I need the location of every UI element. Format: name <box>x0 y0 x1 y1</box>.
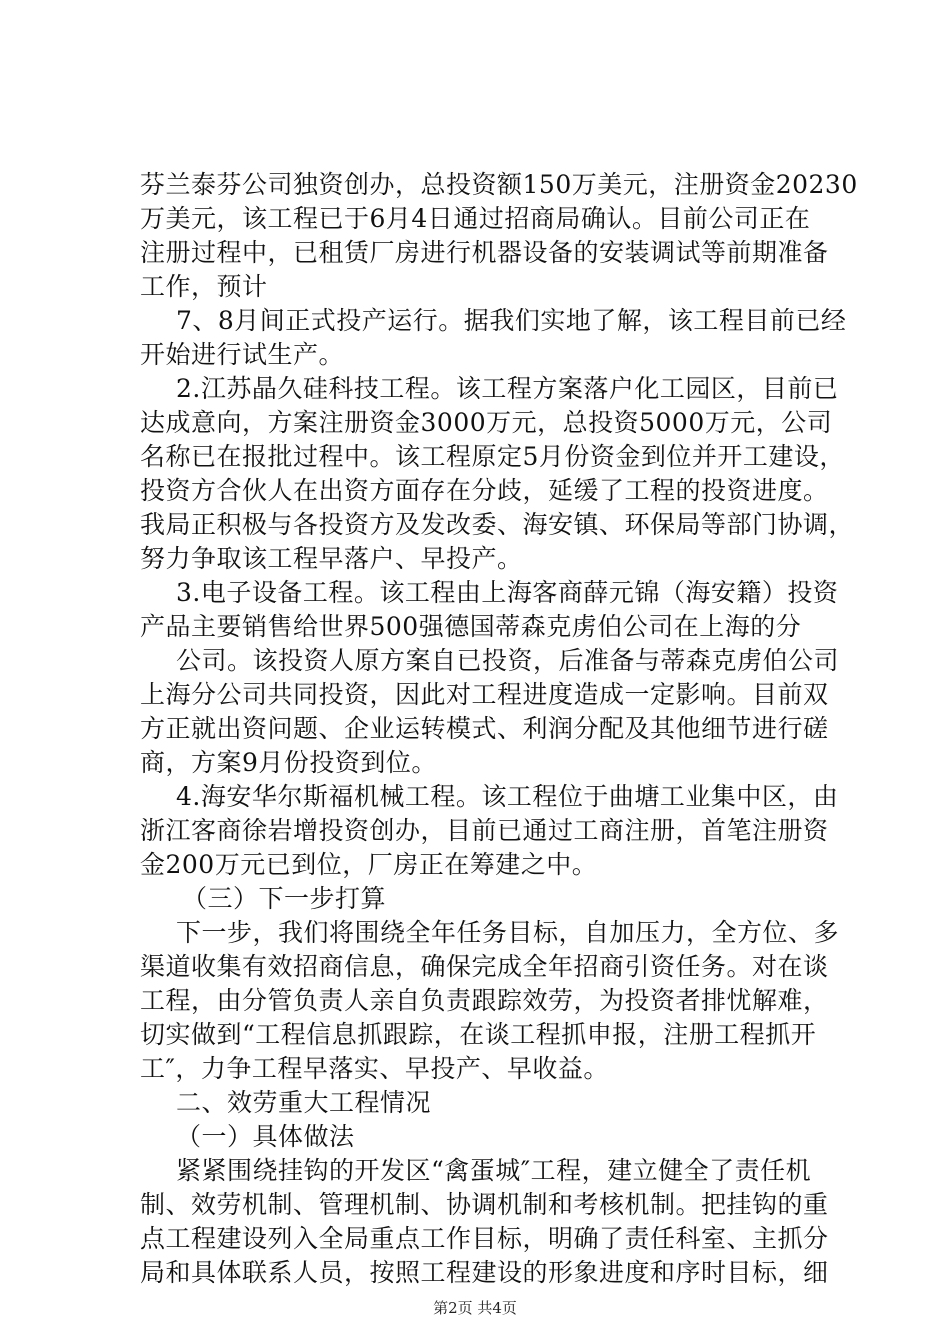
text-line: 我局正积极与各投资方及发改委、海安镇、环保局等部门协调， <box>140 510 855 539</box>
text-line: 方正就出资问题、企业运转模式、利润分配及其他细节进行磋 <box>140 714 829 743</box>
text-line: 点工程建设列入全局重点工作目标，明确了责任科室、主抓分 <box>140 1224 829 1253</box>
text-line: 投资方合伙人在出资方面存在分歧，延缓了工程的投资进度。 <box>140 476 829 505</box>
text-line: 工作，预计 <box>140 272 268 301</box>
text-line: 工程，由分管负责人亲自负责跟踪效劳，为投资者排忧解难， <box>140 986 829 1015</box>
text-line: 公司。该投资人原方案自已投资，后准备与蒂森克虏伯公司 <box>176 646 840 675</box>
text-line: 达成意向，方案注册资金3000万元，总投资5000万元，公司 <box>140 408 833 437</box>
text-line: 4.海安华尔斯福机械工程。该工程位于曲塘工业集中区，由 <box>176 782 839 811</box>
page-number-footer: 第2页 共4页 <box>433 1299 517 1317</box>
text-line: 下一步，我们将围绕全年任务目标，自加压力，全方位、多 <box>176 918 840 947</box>
text-line: 商，方案9月份投资到位。 <box>140 748 437 777</box>
text-line: 芬兰泰芬公司独资创办，总投资额150万美元，注册资金20230 <box>140 170 858 199</box>
text-line: 工″，力争工程早落实、早投产、早收益。 <box>140 1054 609 1083</box>
text-line: 局和具体联系人员，按照工程建设的形象进度和序时目标，细 <box>140 1258 829 1287</box>
text-line: 切实做到“工程信息抓跟踪，在谈工程抓申报，注册工程抓开 <box>140 1020 817 1049</box>
text-line: 万美元，该工程已于6月4日通过招商局确认。目前公司正在 <box>140 204 811 233</box>
text-line: 注册过程中，已租赁厂房进行机器设备的安装调试等前期准备 <box>140 238 829 267</box>
text-line: 制、效劳机制、管理机制、协调机制和考核机制。把挂钩的重 <box>140 1190 829 1219</box>
text-line: 名称已在报批过程中。该工程原定5月份资金到位并开工建设， <box>140 442 845 471</box>
section-heading: （三）下一步打算 <box>182 884 387 913</box>
text-line: 3.电子设备工程。该工程由上海客商薛元锦（海安籍）投资 <box>176 578 839 607</box>
text-line: 产品主要销售给世界500强德国蒂森克虏伯公司在上海的分 <box>140 612 802 641</box>
section-heading: （一）具体做法 <box>176 1122 355 1151</box>
document-body <box>140 168 858 1290</box>
text-line: 2.江苏晶久硅科技工程。该工程方案落户化工园区，目前已 <box>176 374 839 403</box>
text-line: 浙江客商徐岩增投资创办，目前已通过工商注册，首笔注册资 <box>140 816 829 845</box>
text-line: 渠道收集有效招商信息，确保完成全年招商引资任务。对在谈 <box>140 952 829 981</box>
text-line: 开始进行试生产。 <box>140 340 345 369</box>
text-line: 7、8月间正式投产运行。据我们实地了解，该工程目前已经 <box>176 306 847 335</box>
text-line: 上海分公司共同投资，因此对工程进度造成一定影响。目前双 <box>140 680 829 709</box>
section-heading: 二、效劳重大工程情况 <box>176 1088 432 1117</box>
text-line: 金200万元已到位，厂房正在筹建之中。 <box>140 850 598 879</box>
text-line: 努力争取该工程早落户、早投产。 <box>140 544 523 573</box>
text-line: 紧紧围绕挂钩的开发区“禽蛋城″工程，建立健全了责任机 <box>176 1156 812 1185</box>
